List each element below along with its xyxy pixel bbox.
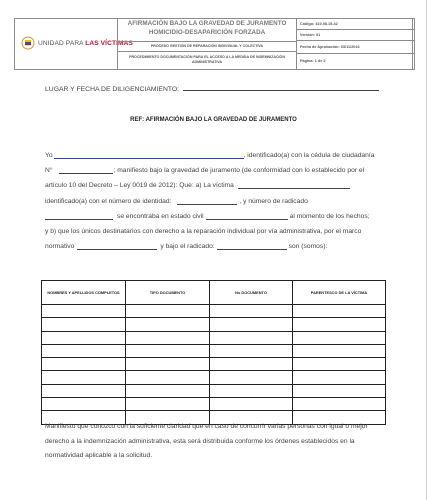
table-cell[interactable] [42,358,126,371]
body-line-3: artículo 10 del Decreto – Ley 0019 de 2012): Que: a) La víctima [45,182,377,189]
table-cell[interactable] [210,305,293,318]
table-cell[interactable] [42,318,126,331]
closing-line-1: Manifiesto que conozco con la suficiente claridad que en caso de concurrir varias personas con igual o mejor [45,423,368,430]
place-date-field[interactable] [183,84,379,91]
table-cell[interactable] [42,305,126,318]
document-code: Código: 410.08.15-42 [300,22,338,26]
table-cell[interactable] [42,344,126,357]
column-header-names: NOMBRES Y APELLIDOS COMPLETOS [42,281,126,305]
closing-line-2: derecho a la indemnización administrativa, esta será distribuida conforme los órdenes establecidos en la [45,437,355,445]
column-header-doc-type: TIPO DOCUMENTO [126,281,210,305]
document-header [14,18,413,70]
closing-line-3: normatividad aplicable a la solicitud. [45,452,153,459]
title-line-1: AFIRMACIÓN BAJO LA GRAVEDAD DE JURAMENTO [127,20,287,27]
table-cell[interactable] [126,318,210,331]
document-version: Versión: 01 [300,33,321,37]
table-cell[interactable] [293,331,386,344]
table-row [42,318,386,331]
approval-date-cell [296,40,415,54]
table-row [42,358,386,371]
table-cell[interactable] [42,331,126,344]
approval-date: Fecha de Aprobación: 03/11/2016 [300,45,360,49]
table-cell[interactable] [293,384,386,397]
table-cell[interactable] [126,371,210,384]
table-cell[interactable] [293,305,386,318]
table-cell[interactable] [126,305,210,318]
place-date-line [45,84,379,93]
table-header-row [42,281,386,305]
colombia-seal-icon [21,36,35,50]
table-cell[interactable] [42,398,126,411]
table-cell[interactable] [210,384,293,397]
table-row [42,398,386,411]
body-line-7: normativo y bajo el radicado: son (somos): [45,243,328,250]
table-cell[interactable] [42,384,126,397]
table-cell[interactable] [126,331,210,344]
table-cell[interactable] [293,371,386,384]
column-header-kinship: PARENTESCO DE LA VÍCTIMA [293,281,386,305]
column-header-doc-number: No DOCUMENTO [210,281,293,305]
id-number-field[interactable] [59,167,113,174]
table-cell[interactable] [210,371,293,384]
table-cell[interactable] [126,358,210,371]
table-cell[interactable] [210,344,293,357]
table-cell[interactable] [126,398,210,411]
legal-framework-field[interactable] [77,243,157,250]
table-cell[interactable] [210,398,293,411]
name-field[interactable] [54,152,244,159]
table-cell[interactable] [293,398,386,411]
logo-text: UNIDAD PARA LAS VÍCTIMAS [38,39,133,47]
radicado-field[interactable] [217,243,287,250]
page-number: Página: 1 de 2 [300,59,326,63]
place-date-label: LUGAR Y FECHA DE DILIGENCIAMIENTO: [45,86,180,93]
table-row [42,384,386,397]
procedure-cell [117,51,297,70]
table-row [42,344,386,357]
table-cell[interactable] [42,371,126,384]
body-line-5: se encontraba en estado civil al momento de los hechos; [45,213,377,220]
table-cell[interactable] [210,318,293,331]
process-label: PROCESO GESTIÓN DE REPARACIÓN INDIVIDUAL Y COLECTIVA [150,44,264,48]
body-line-1: Yo , identificado(a) con la cédula de ciudadanía [45,152,375,159]
table-row [42,331,386,344]
title-line-2: HOMICIDIO-DESAPARICIÓN FORZADA [148,29,266,36]
body-line-2: N° ; manifiesto bajo la gravedad de juramento (de conformidad con lo establecido por el [45,167,365,174]
beneficiaries-table [41,280,386,425]
filing-number-field[interactable] [45,213,113,220]
table-cell[interactable] [126,384,210,397]
procedure-label: PROCEDIMIENTO DOCUMENTACIÓN PARA EL ACCESO A LA MEDIDA DE INDEMNIZACIÓN ADMINISTRATIVA [129,55,285,64]
table-cell[interactable] [126,344,210,357]
civil-status-field[interactable] [206,213,288,220]
body-line-4: identificado(a) con el número de identidad: , y número de radicado [45,198,308,205]
table-cell[interactable] [210,358,293,371]
table-cell[interactable] [293,318,386,331]
logo-cell [14,18,133,70]
closing-paragraph [45,420,385,464]
page-number-cell [296,53,415,70]
table-cell[interactable] [210,331,293,344]
victim-id-field[interactable] [177,198,237,205]
table-row [42,371,386,384]
table-cell[interactable] [293,344,386,357]
victim-name-field[interactable] [238,182,350,189]
table-cell[interactable] [293,358,386,371]
table-row [42,305,386,318]
body-line-6: y b) que los únicos destinatarios con derecho a la reparación individual por vía administrativa, por el marco [45,228,362,235]
document-title [117,18,297,42]
ref-title: REF: AFIRMACIÓN BAJO LA GRAVEDAD DE JURAMENTO [130,117,297,123]
